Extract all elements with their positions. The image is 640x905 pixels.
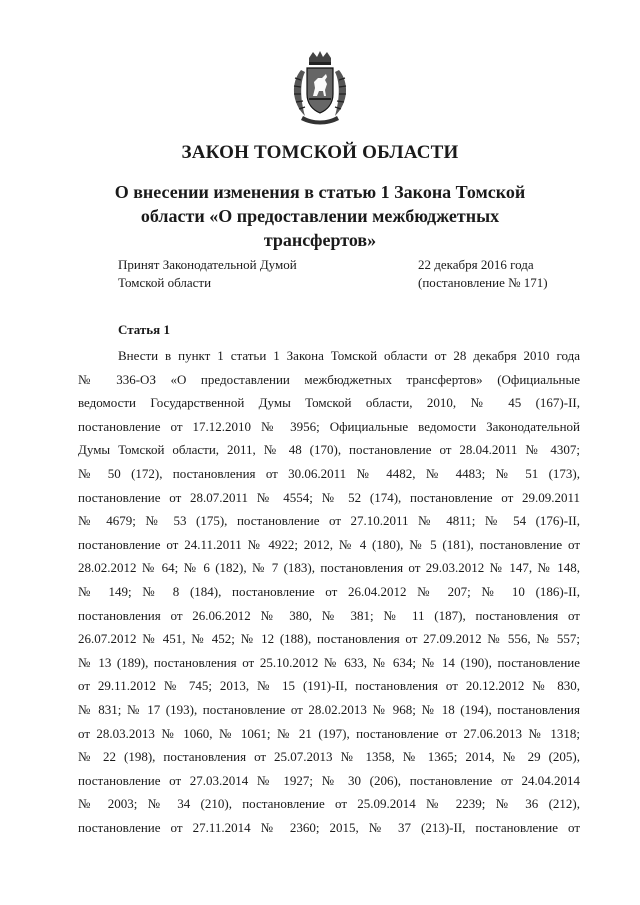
article-body-line: постановление от 28.07.2011 № 4554; № 52 (174), постановление от 29.09.2011 (78, 489, 580, 505)
article-body-line: Внести в пункт 1 статьи 1 Закона Томской области от 28 декабря 2010 года (118, 348, 580, 363)
document-title: ЗАКОН ТОМСКОЙ ОБЛАСТИ (181, 142, 459, 163)
article-body-line: ведомости Государственной Думы Томской области, 2010, № 45 (167)-II, (78, 395, 580, 411)
subtitle-line: области «О предоставлении межбюджетных (140, 206, 500, 226)
article-body-line: № 831; № 17 (193), постановление от 28.02.2013 № 968; № 18 (194), постановления (78, 701, 580, 717)
article-heading: Статья 1 (118, 322, 170, 337)
adopting-body (118, 256, 378, 292)
adoption-resolution-line: (постановление № 171) (418, 275, 548, 290)
adopting-body-line: Томской области (118, 275, 212, 290)
article-body-line: постановления от 26.06.2012 № 380, № 381; № 11 (187), постановления от (78, 607, 580, 623)
document-subtitle (80, 180, 560, 252)
article-body-line: № 4679; № 53 (175), постановление от 27.10.2011 № 4811; № 54 (176)-II, (78, 513, 580, 529)
article-body-line: Думы Томской области, 2011, № 48 (170), постановление от 28.04.2011 № 4307; (78, 442, 580, 458)
article-body (78, 344, 580, 839)
article-body-line: 28.02.2012 № 64; № 6 (182), № 7 (183), постановления от 29.03.2012 № 147, № 148, (78, 560, 580, 576)
article-body-line: постановление от 17.12.2010 № 3956; Официальные ведомости Законодательной (78, 418, 580, 434)
article-body-line: № 22 (198), постановления от 25.07.2013 № 1358, № 1365; 2014, № 29 (205), (78, 749, 580, 765)
subtitle-line: трансфертов» (263, 230, 377, 250)
article-body-line: № 2003; № 34 (210), постановление от 25.09.2014 № 2239; № 36 (212), (78, 796, 580, 812)
article-body-line: постановление от 27.11.2014 № 2360; 2015, № 37 (213)-II, постановление от (78, 819, 580, 835)
article-body-line: постановление от 27.03.2014 № 1927; № 30 (206), постановление от 24.04.2014 (78, 772, 580, 788)
article-body-line: 26.07.2012 № 451, № 452; № 12 (188), постановления от 27.09.2012 № 556, № 557; (78, 631, 580, 647)
adoption-date (418, 256, 598, 292)
article-body-line: № 149; № 8 (184), постановление от 26.04.2012 № 207; № 10 (186)-II, (78, 583, 580, 599)
article-body-line: постановление от 24.11.2011 № 4922; 2012, № 4 (180), № 5 (181), постановление от (78, 536, 580, 552)
article-body-line: от 29.11.2012 № 745; 2013, № 15 (191)-II, постановления от 20.12.2012 № 830, (78, 678, 580, 694)
adoption-date-line: 22 декабря 2016 года (418, 257, 534, 272)
subtitle-line: О внесении изменения в статью 1 Закона Томской (114, 182, 526, 202)
article-body-line: от 28.03.2013 № 1060, № 1061; № 21 (197), постановление от 27.06.2013 № 1318; (78, 725, 580, 741)
coat-of-arms-icon (287, 50, 353, 128)
article-body-line: № 336-ОЗ «О предоставлении межбюджетных трансфертов» (Официальные (78, 371, 580, 387)
adopting-body-line: Принят Законодательной Думой (118, 257, 297, 272)
article-body-line: № 13 (189), постановления от 25.10.2012 № 633, № 634; № 14 (190), постановление (78, 654, 580, 670)
article-body-line: № 50 (172), постановления от 30.06.2011 № 4482, № 4483; № 51 (173), (78, 465, 580, 481)
